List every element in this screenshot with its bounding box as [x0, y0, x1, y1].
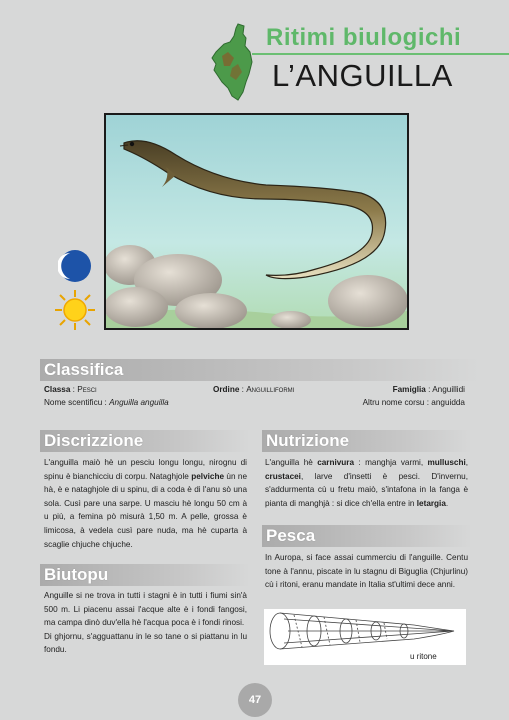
- scientific-name-row: Nome scentificu : Anguilla anguilla: [44, 398, 169, 407]
- nutrizione-text-5: .: [445, 498, 449, 508]
- other-name-value: anguidda: [431, 398, 465, 407]
- nutrizione-keyword-letargia: letargia: [416, 498, 446, 508]
- nutrizione-text-3: ,: [465, 458, 468, 467]
- discrizzione-keyword-pelviche: pelviche: [191, 471, 225, 481]
- famiglia-row: Famiglia : Anguillidi: [392, 385, 465, 394]
- discrizzione-heading: Discrizzione: [44, 431, 144, 450]
- nutrizione-keyword-mulluschi: mulluschi: [427, 458, 466, 467]
- classa-row: Classa : Pesci: [44, 385, 97, 394]
- discrizzione-text: [44, 456, 247, 551]
- sun-icon: [54, 289, 96, 331]
- nutrizione-heading: Nutrizione: [266, 431, 350, 450]
- nutrizione-text: [265, 456, 468, 510]
- classifica-heading: Classifica: [44, 360, 124, 379]
- biutopu-text: [44, 589, 247, 657]
- page-number: 47: [238, 683, 272, 717]
- scientific-name-value: Anguilla anguilla: [109, 398, 169, 407]
- nutrizione-keyword-crustacei: crustacei: [265, 471, 301, 481]
- pesca-heading: Pesca: [266, 526, 316, 545]
- biutopu-heading: Biutopu: [44, 565, 109, 584]
- title-divider: [252, 53, 509, 55]
- moon-icon: [58, 249, 92, 283]
- famiglia-value: Anguillidi: [432, 385, 465, 394]
- section-subtitle: Ritimi biulogichi: [266, 24, 462, 51]
- nutrizione-text-2: : manghja varmi,: [354, 458, 428, 467]
- eel-illustration: [104, 113, 409, 330]
- other-name-label: Altru nome corsu: [362, 398, 425, 407]
- pesca-text: In Auropa, si face assai cummerciu di l'anguille. Centu tone à l'annu, piscate in lu stagnu di Biguglia (Chjurlinu) cù i ritoni, eranu mandate in Italia st'ultimi dece anni.: [265, 553, 468, 590]
- ritone-caption: u ritone: [410, 652, 437, 661]
- ordine-value: Anguilliformi: [246, 385, 295, 394]
- ordine-row: Ordine : Anguilliformi: [213, 385, 295, 394]
- classa-label: Classa: [44, 385, 71, 394]
- discrizzione-body: L'anguilla maiò hè un pesciu longu longu, nirognu di spinu è bianchicciu di corpu. Nataghjole pelviche ùn ne hà, è e nataghjole di u spinu, di a coda è di l'anu sò una sola. Cusì pare una sarpe. U masciu hè longu 50 cm à u più, a femina pò misurà 1,50 m. A pelle, grossa è limicosa, à vedela cusì pare nuda, ma hè cuparta à scaglie chjuche chjuche.: [44, 458, 248, 549]
- scientific-name-label: Nome scentificu: [44, 398, 103, 407]
- nutrizione-keyword-carnivura: carnivura: [317, 458, 355, 467]
- ritone-illustration: [264, 609, 466, 665]
- classa-value: Pesci: [77, 385, 97, 394]
- nutrizione-text-1: L'anguilla hè: [265, 458, 318, 467]
- corsica-map-icon: [208, 22, 256, 102]
- famiglia-label: Famiglia: [392, 385, 426, 394]
- page-title: L’ANGUILLA: [272, 58, 453, 93]
- biutopu-paragraph-2: Di ghjornu, s'agguattanu in le so tane o si piattanu in lu fondu.: [44, 631, 247, 655]
- nutrizione-text-4: , larve d'insetti è pesci. D'invernu, s'addurmenta cù u fretu maiò, s'intafona in la fanga è pianta di manghjà : si dice ch'ella entre in: [265, 471, 468, 508]
- biutopu-paragraph-1: Anguille si ne trova in tutti i stagni è in tutti i fiumi sin'à 500 m. Li piacenu assai l'acque alte è i fondi fangosi, ma campa dinò duv'ella hè l'acqua poca è i fondi rinosi.: [44, 591, 247, 628]
- other-name-row: Altru nome corsu : anguidda: [362, 398, 465, 407]
- ordine-label: Ordine: [213, 385, 240, 394]
